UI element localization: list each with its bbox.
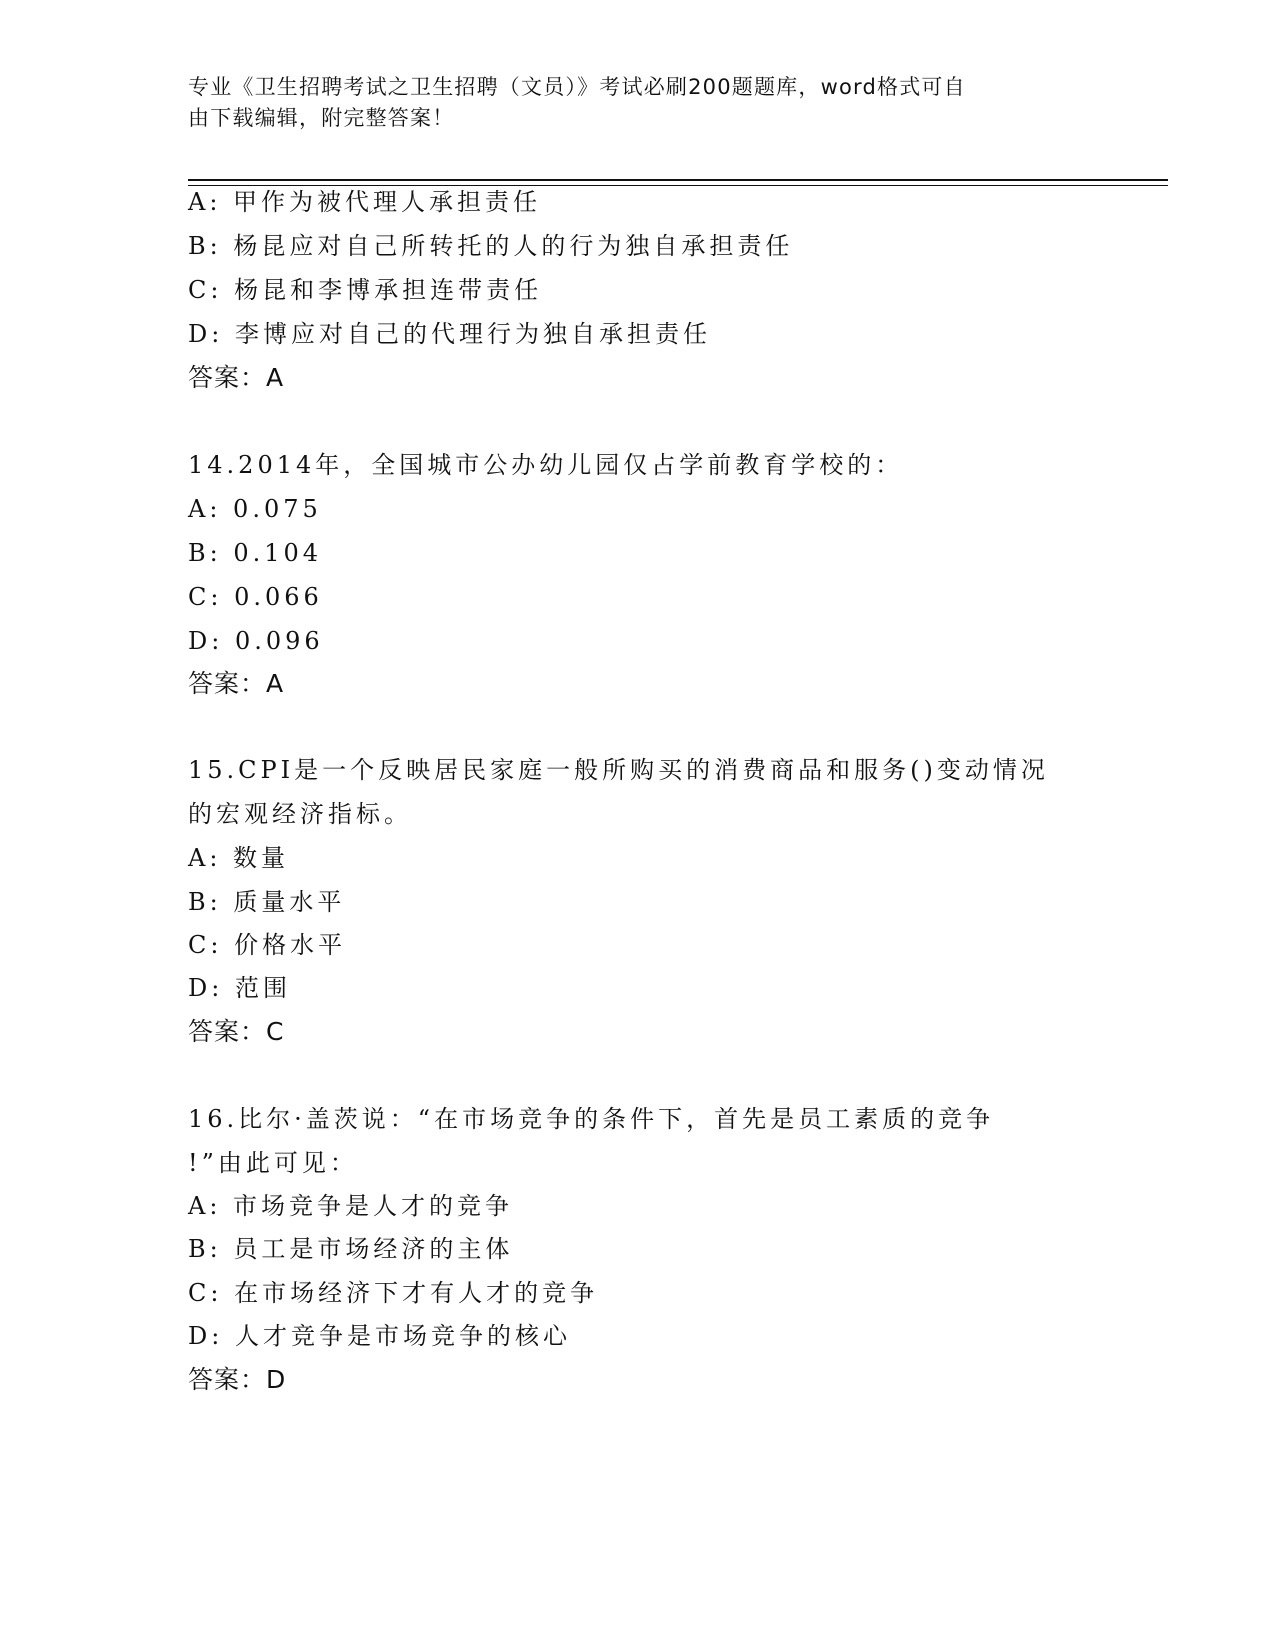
q13-option-c: C: 杨昆和李博承担连带责任 bbox=[188, 276, 543, 304]
q13-answer: 答案：A bbox=[188, 363, 285, 392]
q15-option-c: C: 价格水平 bbox=[188, 931, 347, 959]
q16-answer: 答案：D bbox=[188, 1365, 287, 1394]
document-header bbox=[188, 72, 1088, 134]
q16-stem-line-1: 16.比尔·盖茨说：“在市场竞争的条件下，首先是员工素质的竞争 bbox=[188, 1105, 995, 1133]
q15-answer: 答案：C bbox=[188, 1017, 285, 1046]
header-line-1: 专业《卫生招聘考试之卫生招聘（文员）》考试必刷200题题库，word格式可自 bbox=[188, 75, 966, 99]
header-divider-thick bbox=[188, 179, 1168, 181]
q13-option-d: D: 李博应对自己的代理行为独自承担责任 bbox=[188, 320, 711, 348]
q13-option-b: B: 杨昆应对自己所转托的人的行为独自承担责任 bbox=[188, 232, 794, 260]
q14-stem: 14.2014年，全国城市公办幼儿园仅占学前教育学校的： bbox=[188, 451, 904, 479]
q16-option-d: D: 人才竞争是市场竞争的核心 bbox=[188, 1322, 571, 1350]
q15-option-d: D: 范围 bbox=[188, 974, 291, 1002]
q14-answer: 答案：A bbox=[188, 669, 285, 698]
q16-option-c: C: 在市场经济下才有人才的竞争 bbox=[188, 1279, 599, 1307]
q16-option-a: A: 市场竞争是人才的竞争 bbox=[188, 1192, 514, 1220]
q14-option-c: C: 0.066 bbox=[188, 583, 323, 611]
q15-stem-line-1: 15.CPI是一个反映居民家庭一般所购买的消费商品和服务()变动情况 bbox=[188, 756, 1049, 784]
q14-option-a: A: 0.075 bbox=[188, 495, 322, 523]
q14-option-d: D: 0.096 bbox=[188, 627, 324, 655]
q15-stem-line-2: 的宏观经济指标。 bbox=[188, 800, 412, 828]
q14-option-b: B: 0.104 bbox=[188, 539, 323, 567]
q15-option-a: A: 数量 bbox=[188, 844, 290, 872]
header-line-2: 由下载编辑，附完整答案！ bbox=[188, 106, 455, 130]
q13-option-a: A: 甲作为被代理人承担责任 bbox=[188, 188, 542, 216]
q16-option-b: B: 员工是市场经济的主体 bbox=[188, 1235, 514, 1263]
q16-stem-line-2: !”由此可见： bbox=[188, 1149, 358, 1177]
q15-option-b: B: 质量水平 bbox=[188, 888, 346, 916]
